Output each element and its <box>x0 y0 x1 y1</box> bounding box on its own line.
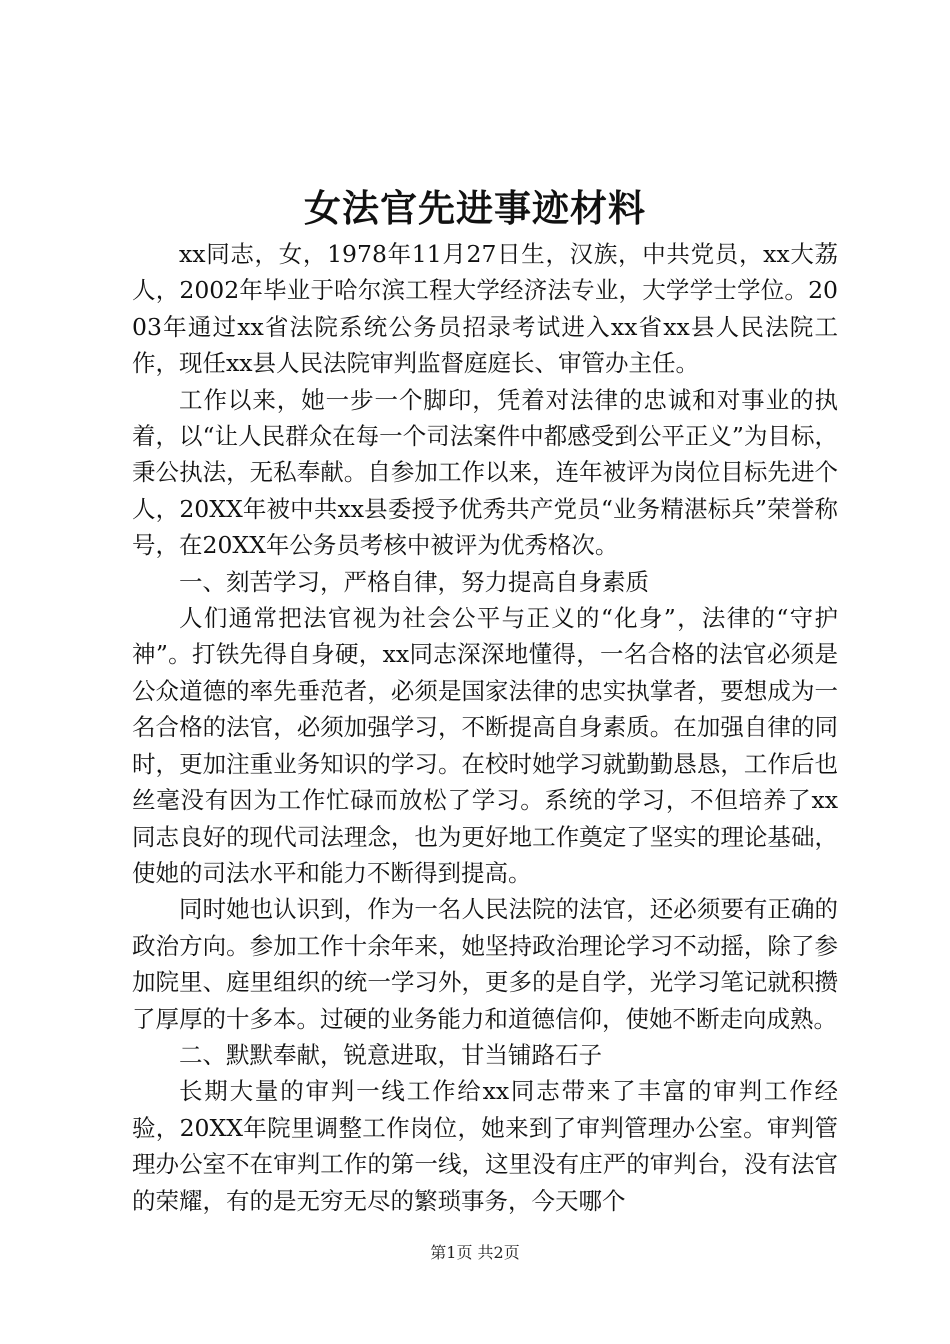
section-heading-1: 一、刻苦学习，严格自律，努力提高自身素质 <box>179 567 649 596</box>
paragraph-management: 长期大量的审判一线工作给xx同志带来了丰富的审判工作经验，20XX年院里调整工作岗位，她来到了审判管理办公室。审判管理办公室不在审判工作的第一线，这里没有庄严的审判台，没有法官的荣耀，有的是无穷无尽的繁琐事务，今天哪个 <box>132 1077 838 1215</box>
paragraph-work-summary: 工作以来，她一步一个脚印，凭着对法律的忠诚和对事业的执着，以“让人民群众在每一个司法案件中都感受到公平正义”为目标，秉公执法，无私奉献。自参加工作以来，连年被评为岗位目标先进个人，20XX年被中共xx县委授予优秀共产党员“业务精湛标兵”荣誉称号，在20XX年公务员考核中被评为优秀格次。 <box>132 385 838 560</box>
paragraph-intro: xx同志，女，1978年11月27日生，汉族，中共党员，xx大荔人，2002年毕业于哈尔滨工程大学经济法专业，大学学士学位。2003年通过xx省法院系统公务员招录考试进入xx省xx县人民法院工作，现任xx县人民法院审判监督庭庭长、审管办主任。 <box>132 240 838 378</box>
page-number-footer: 第1页 共2页 <box>430 1243 520 1262</box>
document-title: 女法官先进事迹材料 <box>304 186 646 230</box>
paragraph-politics: 同时她也认识到，作为一名人民法院的法官，还必须要有正确的政治方向。参加工作十余年来，她坚持政治理论学习不动摇，除了参加院里、庭里组织的统一学习外，更多的是自学，光学习笔记就积攒了厚厚的十多本。过硬的业务能力和道德信仰，使她不断走向成熟。 <box>132 895 838 1033</box>
document-body <box>132 236 838 1219</box>
paragraph-study: 人们通常把法官视为社会公平与正义的“化身”，法律的“守护神”。打铁先得自身硬，xx同志深深地懂得，一名合格的法官必须是公众道德的率先垂范者，必须是国家法律的忠实执掌者，要想成为一名合格的法官，必须加强学习，不断提高自身素质。在加强自律的同时，更加注重业务知识的学习。在校时她学习就勤勤恳恳，工作后也丝毫没有因为工作忙碌而放松了学习。系统的学习，不但培养了xx同志良好的现代司法理念，也为更好地工作奠定了坚实的理论基础，使她的司法水平和能力不断得到提高。 <box>132 604 838 887</box>
section-heading-2: 二、默默奉献，锐意进取，甘当铺路石子 <box>179 1040 602 1069</box>
